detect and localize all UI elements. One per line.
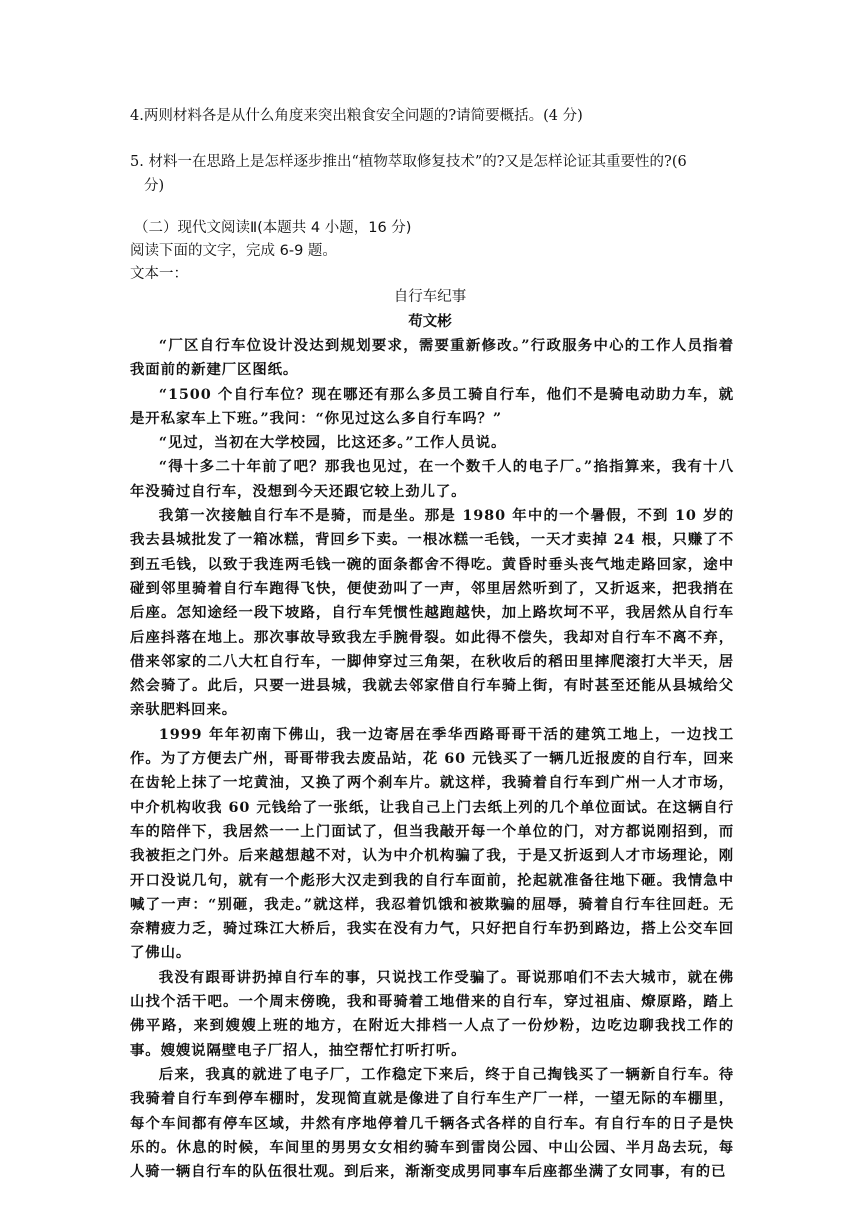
section-instruction: 阅读下面的文字，完成 6-9 题。	[130, 243, 337, 259]
article-paragraph: 我第一次接触自行车不是骑，而是坐。那是 1980 年中的一个暑假，不到 10 岁的我去县城批发了一箱冰糕，背回乡下卖。一根冰糕一毛钱，一天才卖掉 24 根，只赚了不到五毛钱，以致于我连两毛钱一碗的面条都舍不得吃。黄昏时垂头丧气地走路回家，途中碰到邻里骑着自行车跑得飞快，便使劲叫了一声，邻里居然听到了，又折返来，把我捎在后座。怎知途经一段下坡路，自行车凭惯性越跑越快，加上路坎坷不平，我居然从自行车后座抖落在地上。那次事故导致我左手腕骨裂。如此得不偿失，我却对自行车不离不弃，借来邻家的二八大杠自行车，一脚伸穿过三角架，在秋收后的稻田里摔爬滚打大半天，居然会骑了。此后，只要一进县城，我就去邻家借自行车骑上街，有时甚至还能从县城给父亲驮肥料回来。	[130, 507, 734, 719]
question-4: 4.两则材料各是从什么角度来突出粮食安全问题的?请简要概括。(4 分)	[130, 108, 583, 124]
article-paragraph: “见过，当初在大学校园，比这还多。”工作人员说。	[158, 434, 507, 452]
question-5-line1: 5. 材料一在思路上是怎样逐步推出“植物萃取修复技术”的?又是怎样论证其重要性的?(6	[130, 154, 687, 170]
section-title: （二）现代文阅读Ⅱ(本题共 4 小题，16 分)	[134, 220, 412, 236]
article-paragraph: 后来，我真的就进了电子厂，工作稳定下来后，终于自己掏钱买了一辆新自行车。待我骑着自行车到停车棚时，发现简直就是像进了自行车生产厂一样，一望无际的车棚里，每个车间都有停车区域，井然有序地停着几千辆各式各样的自行车。有自行车的日子是快乐的。休息的时候，车间里的男男女女相约骑车到雷岗公园、中山公园、半月岛去玩，每人骑一辆自行车的队伍很壮观。到后来，渐渐变成男同事车后座都坐满了女同事，有的已	[130, 1065, 734, 1181]
article-paragraph: “得十多二十年前了吧？那我也见过，在一个数千人的电子厂。”掐指算来，我有十八年没骑过自行车，没想到今天还跟它较上劲儿了。	[130, 458, 734, 500]
question-5-line2: 分)	[144, 178, 165, 194]
text-label: 文本一：	[130, 266, 188, 282]
question-5	[130, 150, 745, 198]
article-author: 苟文彬	[408, 313, 452, 330]
article-paragraph: “1500 个自行车位？现在哪还有那么多员工骑自行车，他们不是骑电动助力车，就是开私家车上下班。”我问：“你见过这么多自行车吗？”	[130, 385, 734, 427]
article-paragraph: “厂区自行车位设计没达到规划要求，需要重新修改。”行政服务中心的工作人员指着我面前的新建厂区图纸。	[130, 337, 734, 379]
article-title: 自行车纪事	[393, 289, 467, 305]
article-paragraph: 1999 年年初南下佛山，我一边寄居在季华西路哥哥干活的建筑工地上，一边找工作。为了方便去广州，哥哥带我去废品站，花 60 元钱买了一辆几近报废的自行车，回来在齿轮上抹了一坨黄油，又换了两个刹车片。就这样，我骑着自行车到广州一人才市场，中介机构收我 60 元钱给了一张纸，让我自己上门去纸上列的几个单位面试。在这辆自行车的陪伴下，我居然一一上门面试了，但当我敲开每一个单位的门，对方都说刚招到，而我被拒之门外。后来越想越不对，认为中介机构骗了我，于是又折返到人才市场理论，刚开口没说几句，就有一个彪形大汉走到我的自行车面前，抡起就准备往地下砸。我情急中喊了一声：“别砸，我走。”就这样，我忍着饥饿和被欺骗的屈辱，骑着自行车往回赶。无奈精疲力乏，骑过珠江大桥后，我实在没有力气，只好把自行车扔到路边，搭上公交车回了佛山。	[130, 725, 734, 962]
article-paragraph: 我没有跟哥讲扔掉自行车的事，只说找工作受骗了。哥说那咱们不去大城市，就在佛山找个活干吧。一个周末傍晚，我和哥骑着工地借来的自行车，穿过祖庙、燎原路，踏上佛平路，来到嫂嫂上班的地方，在附近大排档一人点了一份炒粉，边吃边聊我找工作的事。嫂嫂说隔壁电子厂招人，抽空帮忙打听打听。	[130, 968, 734, 1059]
article-body	[130, 334, 734, 1184]
